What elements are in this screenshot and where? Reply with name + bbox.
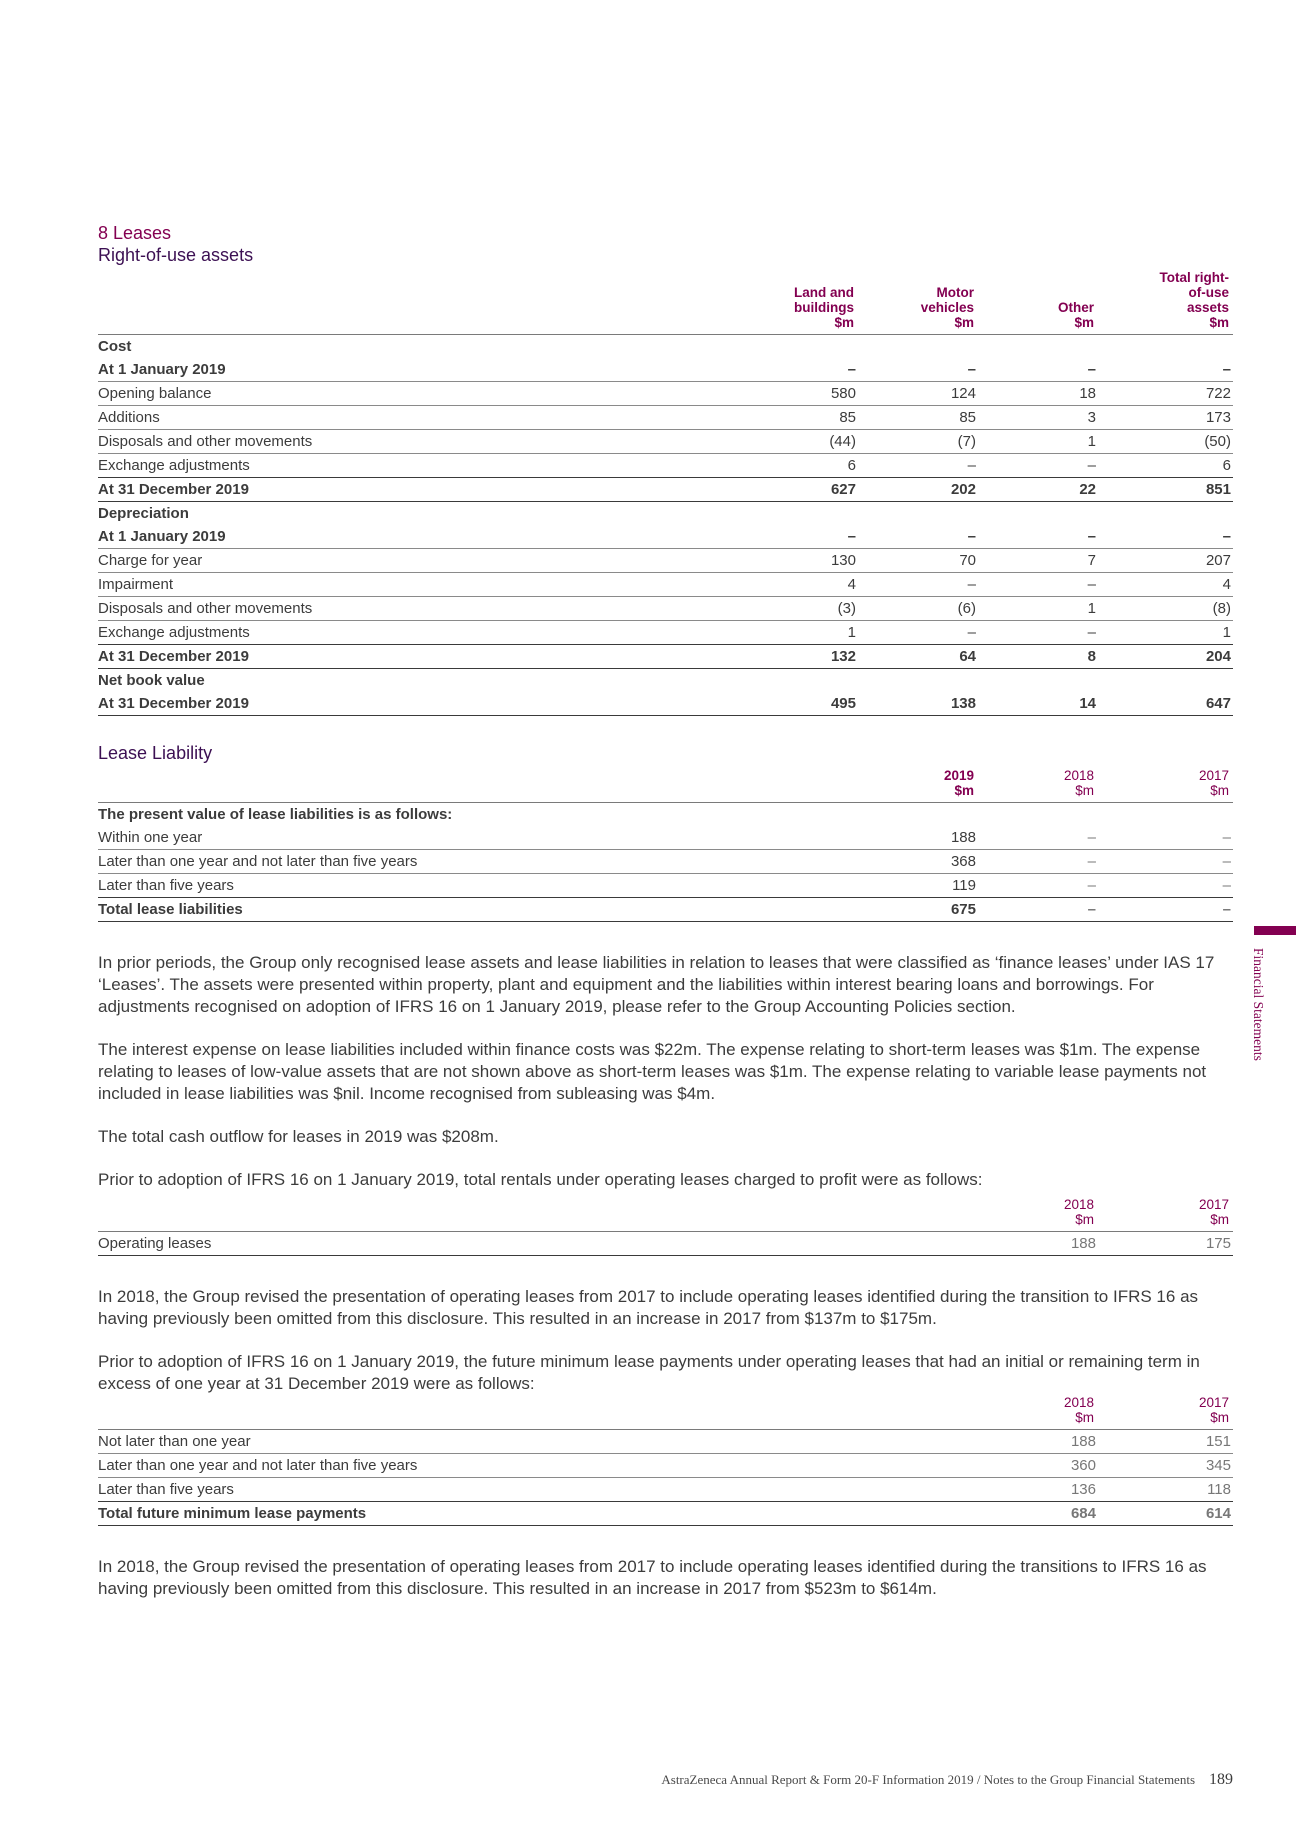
cell-value: – <box>978 454 1098 478</box>
operating-leases-table <box>98 1197 1233 1256</box>
table-row <box>98 454 1233 478</box>
future-payments-table <box>98 1395 1233 1526</box>
col-2018: 2018 $m <box>1063 1395 1094 1425</box>
cell-value: 22 <box>978 478 1098 502</box>
cell-value: 207 <box>1098 549 1233 573</box>
cell-value: – <box>1098 898 1233 922</box>
table-header-row <box>98 768 1233 803</box>
cell-value: 7 <box>978 549 1098 573</box>
cell-value <box>858 335 978 359</box>
table-row <box>98 478 1233 502</box>
table-row <box>98 549 1233 573</box>
cell-value: – <box>978 874 1098 898</box>
cell-value <box>858 669 978 693</box>
table-header-row <box>98 1395 1233 1430</box>
col-2017: 2017 $m <box>1198 1197 1229 1227</box>
cell-value: 188 <box>858 826 978 850</box>
cell-value: 85 <box>718 406 858 430</box>
table-row <box>98 645 1233 669</box>
cell-value: 4 <box>1098 573 1233 597</box>
row-label: Charge for year <box>98 549 718 573</box>
paragraph-revision-future: In 2018, the Group revised the presentation of operating leases from 2017 to include operating leases identified during the transitions to IFRS 16 as having previously been omitted from this disclosure. This resulted in an increase in 2017 from $523m to $614m. <box>98 1557 1207 1598</box>
col-2019: 2019 $m <box>943 768 974 798</box>
cell-value: 138 <box>858 692 978 716</box>
cell-value <box>1098 803 1233 827</box>
lease-liability-title: Lease Liability <box>98 743 213 763</box>
page-footer <box>661 1771 1233 1789</box>
cell-value: 6 <box>1098 454 1233 478</box>
cell-value <box>978 335 1098 359</box>
table-row <box>98 874 1233 898</box>
cell-value: 8 <box>978 645 1098 669</box>
cell-value: 1 <box>978 430 1098 454</box>
row-label: Cost <box>98 338 132 355</box>
table-row <box>98 1232 1233 1256</box>
row-label: Additions <box>98 406 718 430</box>
table-row <box>98 1430 1233 1454</box>
col-land-buildings: Land and buildings $m <box>794 285 854 330</box>
section-tab-marker <box>1254 926 1296 935</box>
paragraph-cash-outflow: The total cash outflow for leases in 2019 was $208m. <box>98 1127 499 1146</box>
page-content <box>98 222 1233 1621</box>
cell-value: 1 <box>1098 621 1233 645</box>
cell-value: – <box>1098 826 1233 850</box>
table-row <box>98 597 1233 621</box>
footer-text: AstraZeneca Annual Report & Form 20-F Information 2019 / Notes to the Group Financial Statements <box>661 1772 1195 1787</box>
row-label: Later than five years <box>98 1478 978 1502</box>
cell-value: 85 <box>858 406 978 430</box>
cell-value: 722 <box>1098 382 1233 406</box>
cell-value: 130 <box>718 549 858 573</box>
cell-value <box>1098 335 1233 359</box>
note-title: 8 Leases <box>98 223 172 243</box>
cell-value: 851 <box>1098 478 1233 502</box>
cell-value: 360 <box>978 1454 1098 1478</box>
row-label: Opening balance <box>98 382 718 406</box>
table-row <box>98 898 1233 922</box>
cell-value: (7) <box>858 430 978 454</box>
cell-value: 18 <box>978 382 1098 406</box>
table-row <box>98 1478 1233 1502</box>
cell-value: 684 <box>978 1502 1098 1526</box>
row-label: Net book value <box>98 672 205 689</box>
cell-value: 202 <box>858 478 978 502</box>
cell-value: – <box>978 621 1098 645</box>
cell-value: – <box>978 573 1098 597</box>
col-motor-vehicles: Motor vehicles $m <box>920 285 974 330</box>
cell-value: 175 <box>1098 1232 1233 1256</box>
cell-value: (6) <box>858 597 978 621</box>
cell-value: 188 <box>978 1430 1098 1454</box>
cell-value <box>718 502 858 526</box>
cell-value: – <box>978 850 1098 874</box>
cell-value <box>718 335 858 359</box>
col-other: Other $m <box>1057 300 1094 330</box>
table-row <box>98 692 1233 716</box>
table-row <box>98 669 1233 693</box>
cell-value <box>1098 669 1233 693</box>
cell-value: 14 <box>978 692 1098 716</box>
cell-value: 6 <box>718 454 858 478</box>
table-header-row <box>98 270 1233 335</box>
cell-value <box>978 669 1098 693</box>
row-label: Impairment <box>98 573 718 597</box>
cell-value: – <box>978 525 1098 549</box>
row-label: Operating leases <box>98 1232 978 1256</box>
cell-value: – <box>1098 525 1233 549</box>
cell-value: – <box>858 358 978 382</box>
cell-value: 119 <box>858 874 978 898</box>
table-header-row <box>98 1197 1233 1232</box>
cell-value: 495 <box>718 692 858 716</box>
row-label: At 31 December 2019 <box>98 645 718 669</box>
cell-value: 614 <box>1098 1502 1233 1526</box>
table-row <box>98 358 1233 382</box>
row-label: Not later than one year <box>98 1430 978 1454</box>
cell-value: – <box>718 358 858 382</box>
cell-value: 4 <box>718 573 858 597</box>
cell-value: – <box>1098 358 1233 382</box>
cell-value: 118 <box>1098 1478 1233 1502</box>
cell-value <box>858 803 978 827</box>
col-2018: 2018 $m <box>1063 1197 1094 1227</box>
cell-value: (3) <box>718 597 858 621</box>
row-label: The present value of lease liabilities is as follows: <box>98 806 453 823</box>
table-row <box>98 573 1233 597</box>
note-subtitle: Right-of-use assets <box>98 245 254 265</box>
cell-value: 1 <box>718 621 858 645</box>
row-label: At 1 January 2019 <box>98 525 718 549</box>
cell-value <box>718 669 858 693</box>
cell-value: – <box>978 898 1098 922</box>
table-row <box>98 826 1233 850</box>
table-row <box>98 430 1233 454</box>
cell-value: 151 <box>1098 1430 1233 1454</box>
cell-value: 675 <box>858 898 978 922</box>
cell-value: – <box>1098 874 1233 898</box>
right-of-use-assets-table <box>98 270 1233 716</box>
table-row <box>98 335 1233 359</box>
row-label: At 1 January 2019 <box>98 358 718 382</box>
col-2017: 2017 $m <box>1198 768 1229 798</box>
row-label: Disposals and other movements <box>98 430 718 454</box>
row-label: At 31 December 2019 <box>98 478 718 502</box>
row-label: At 31 December 2019 <box>98 692 718 716</box>
row-label: Later than five years <box>98 874 858 898</box>
paragraph-revision-2017: In 2018, the Group revised the presentation of operating leases from 2017 to include operating leases identified during the transition to IFRS 16 as having previously been omitted from this disclosure. This resulted in an increase in 2017 from $137m to $175m. <box>98 1287 1199 1328</box>
table-row <box>98 502 1233 526</box>
cell-value: – <box>978 826 1098 850</box>
cell-value: – <box>858 573 978 597</box>
cell-value <box>1098 502 1233 526</box>
row-label: Total future minimum lease payments <box>98 1502 978 1526</box>
cell-value <box>978 502 1098 526</box>
cell-value: 627 <box>718 478 858 502</box>
cell-value: – <box>858 454 978 478</box>
table-row <box>98 1502 1233 1526</box>
row-label: Exchange adjustments <box>98 621 718 645</box>
section-side-label: Financial Statements <box>1251 948 1266 1061</box>
table-row <box>98 525 1233 549</box>
page-number: 189 <box>1209 1771 1233 1788</box>
cell-value: – <box>858 525 978 549</box>
cell-value <box>978 803 1098 827</box>
cell-value: 3 <box>978 406 1098 430</box>
row-label: Within one year <box>98 826 858 850</box>
cell-value: 70 <box>858 549 978 573</box>
paragraph-operating-rentals: Prior to adoption of IFRS 16 on 1 January 2019, total rentals under operating leases charged to profit were as follows: <box>98 1170 983 1189</box>
col-2017: 2017 $m <box>1198 1395 1229 1425</box>
cell-value: 64 <box>858 645 978 669</box>
row-label: Later than one year and not later than five years <box>98 850 858 874</box>
table-row <box>98 1454 1233 1478</box>
cell-value: 1 <box>978 597 1098 621</box>
cell-value: – <box>718 525 858 549</box>
cell-value: 647 <box>1098 692 1233 716</box>
cell-value: – <box>978 358 1098 382</box>
table-row <box>98 850 1233 874</box>
col-2018: 2018 $m <box>1063 768 1094 798</box>
paragraph-prior-periods: In prior periods, the Group only recognised lease assets and lease liabilities in relation to leases that were classified as ‘finance leases’ under IAS 17 ‘Leases’. The assets were presented within property, plant and equipment and the liabilities within interest bearing loans and borrowings. For adjustments recognised on adoption of IFRS 16 on 1 January 2019, please refer to the Group Accounting Policies section. <box>98 953 1215 1016</box>
row-label: Depreciation <box>98 505 189 522</box>
cell-value: (44) <box>718 430 858 454</box>
cell-value: 204 <box>1098 645 1233 669</box>
paragraph-future-payments: Prior to adoption of IFRS 16 on 1 January 2019, the future minimum lease payments under operating leases that had an initial or remaining term in excess of one year at 31 December 2019 were as follows: <box>98 1352 1200 1393</box>
cell-value: 345 <box>1098 1454 1233 1478</box>
table-row <box>98 621 1233 645</box>
col-total: Total right- of-use assets $m <box>1159 270 1229 330</box>
cell-value: 124 <box>858 382 978 406</box>
cell-value: 136 <box>978 1478 1098 1502</box>
row-label: Later than one year and not later than five years <box>98 1454 978 1478</box>
cell-value: – <box>1098 850 1233 874</box>
cell-value: (50) <box>1098 430 1233 454</box>
table-row <box>98 406 1233 430</box>
cell-value: 188 <box>978 1232 1098 1256</box>
cell-value: 132 <box>718 645 858 669</box>
cell-value: 580 <box>718 382 858 406</box>
cell-value: 173 <box>1098 406 1233 430</box>
cell-value <box>858 502 978 526</box>
cell-value: – <box>858 621 978 645</box>
row-label: Disposals and other movements <box>98 597 718 621</box>
row-label: Total lease liabilities <box>98 898 858 922</box>
paragraph-interest-expense: The interest expense on lease liabilities included within finance costs was $22m. The expense relating to short-term leases was $1m. The expense relating to leases of low-value assets that are not shown above as short-term leases was $1m. The expense relating to variable lease payments not included in lease liabilities was $nil. Income recognised from subleasing was $4m. <box>98 1040 1207 1103</box>
lease-liability-table <box>98 768 1233 922</box>
table-row <box>98 382 1233 406</box>
row-label: Exchange adjustments <box>98 454 718 478</box>
cell-value: (8) <box>1098 597 1233 621</box>
cell-value: 368 <box>858 850 978 874</box>
table-row <box>98 803 1233 827</box>
